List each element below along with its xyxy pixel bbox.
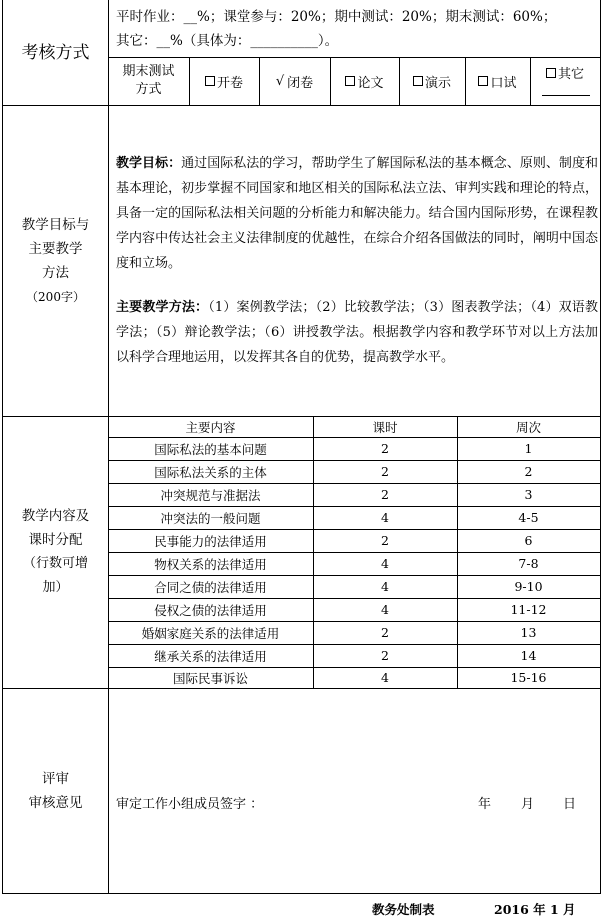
row-3-week	[457, 483, 601, 507]
cell-text: 2	[381, 648, 389, 663]
header-topic-text: 主要内容	[185, 419, 236, 435]
row-10-topic	[108, 644, 314, 668]
row-8-week	[457, 598, 601, 622]
sign-label: 审定工作小组成员签字 ：	[116, 797, 264, 812]
cell-text: 2	[381, 441, 389, 456]
row-5-topic	[108, 529, 314, 553]
cell-text: 婚姻家庭关系的法律适用	[141, 625, 280, 641]
cell-text: 2	[524, 464, 533, 479]
cell-text: 3	[524, 487, 533, 502]
sign-year: 年	[478, 797, 492, 812]
row-1-hours	[313, 437, 458, 461]
option-label: 开卷	[216, 75, 243, 91]
option-label: 其它	[557, 67, 584, 82]
row-2-week	[457, 460, 601, 484]
final-method-label-2: 方式	[135, 82, 162, 97]
row-2-topic	[108, 460, 314, 484]
row-9-topic	[108, 621, 314, 645]
cell-text: 继承关系的法律适用	[154, 648, 267, 664]
sign-day: 日	[563, 797, 577, 812]
row-7-topic	[108, 575, 314, 599]
option-label: 闭卷	[287, 75, 314, 91]
row-8-topic	[108, 598, 314, 622]
assessment-weights-cell	[108, 0, 601, 58]
footer-maker: 教务处制表	[372, 902, 435, 917]
review-label-1: 评审	[42, 770, 69, 787]
content-label-1: 教学内容及	[21, 508, 90, 524]
checkbox-icon	[546, 68, 556, 78]
assessment-label-cell	[2, 0, 109, 106]
row-5-hours	[313, 529, 458, 553]
assessment-line-2: 其它：__%（具体为：__________）。	[116, 33, 339, 49]
header-hours-text: 课时	[372, 419, 398, 435]
cell-text: 4	[381, 579, 389, 594]
cell-text: 4	[381, 556, 389, 571]
review-content-cell	[108, 688, 601, 894]
row-11-hours	[313, 667, 458, 689]
row-6-week	[457, 552, 601, 576]
option-closed-book[interactable]	[259, 57, 331, 106]
option-oral[interactable]	[465, 57, 531, 106]
cell-text: 9-10	[514, 579, 543, 594]
option-label: 演示	[424, 75, 451, 91]
final-method-label-cell	[108, 57, 190, 106]
cell-text: 国际私法关系的主体	[154, 464, 267, 480]
final-method-label-1: 期末测试	[122, 64, 175, 79]
row-4-week	[457, 506, 601, 530]
cell-text: 国际民事诉讼	[172, 670, 248, 686]
method-title: 主要教学方法：	[116, 300, 209, 315]
row-7-week	[457, 575, 601, 599]
content-label-4: 加）	[42, 580, 69, 595]
row-8-hours	[313, 598, 458, 622]
cell-text: 冲突法的一般问题	[160, 510, 261, 526]
cell-text: 11-12	[510, 602, 547, 617]
option-open-book[interactable]	[189, 57, 260, 106]
review-label-cell	[2, 688, 109, 894]
goals-label-2: 主要教学	[28, 240, 83, 257]
checkbox-icon	[205, 76, 215, 86]
row-4-topic	[108, 506, 314, 530]
cell-text: 4	[381, 602, 389, 617]
row-3-topic	[108, 483, 314, 507]
goal-text: 通过国际私法的学习，帮助学生了解国际私法的基本概念、原则、制度和基本理论，初步掌握不同国家和地区相关的国际私法立法、审判实践和理论的特点，具备一定的国际私法相关问题的分析能力和解决能力。结合国内国际形势，在课程教学内容中传达社会主义法律制度的优越性，在综合介绍各国做法的同时，阐明中国态度和立场。	[116, 156, 598, 271]
row-10-hours	[313, 644, 458, 668]
cell-text: 民事能力的法律适用	[154, 533, 267, 549]
header-week-text: 周次	[515, 419, 541, 435]
row-11-week	[457, 667, 601, 689]
goal-title: 教学目标：	[116, 156, 182, 171]
row-9-hours	[313, 621, 458, 645]
review-label-2: 审核意见	[28, 794, 83, 811]
option-label: 口试	[490, 75, 517, 91]
cell-text: 2	[381, 533, 389, 548]
goals-paragraph	[116, 151, 598, 276]
row-11-topic	[108, 667, 314, 689]
cell-text: 4-5	[518, 510, 539, 525]
assessment-label: 考核方式	[21, 42, 90, 63]
cell-text: 侵权之债的法律适用	[154, 602, 267, 618]
cell-text: 国际私法的基本问题	[154, 441, 267, 457]
cell-text: 13	[520, 625, 537, 640]
header-topic	[108, 416, 314, 438]
assessment-line-1: 平时作业：__%；课堂参与：20%；期中测试：20%；期末测试：60%；	[116, 9, 557, 25]
row-2-hours	[313, 460, 458, 484]
row-4-hours	[313, 506, 458, 530]
cell-text: 2	[381, 625, 389, 640]
row-10-week	[457, 644, 601, 668]
checkbox-icon	[478, 76, 488, 86]
row-1-week	[457, 437, 601, 461]
cell-text: 4	[381, 510, 389, 525]
option-label: 论文	[357, 75, 384, 91]
content-label-cell	[2, 416, 109, 689]
goals-label-1: 教学目标与	[21, 216, 90, 233]
row-6-hours	[313, 552, 458, 576]
row-1-topic	[108, 437, 314, 461]
header-hours	[313, 416, 458, 438]
cell-text: 7-8	[518, 556, 539, 571]
option-demo[interactable]	[399, 57, 466, 106]
other-blank-line	[542, 95, 590, 96]
cell-text: 15-16	[510, 670, 547, 685]
checkbox-icon	[345, 76, 355, 86]
row-6-topic	[108, 552, 314, 576]
goals-label-cell	[2, 105, 109, 417]
checkbox-icon	[413, 76, 423, 86]
goals-label-4: （200字）	[26, 289, 85, 304]
cell-text: 1	[524, 441, 533, 456]
row-9-week	[457, 621, 601, 645]
sign-month: 月	[521, 797, 535, 812]
option-other[interactable]	[530, 57, 601, 106]
header-week	[457, 416, 601, 438]
cell-text: 6	[524, 533, 533, 548]
cell-text: 14	[520, 648, 537, 663]
content-label-3: （行数可增	[22, 556, 88, 571]
row-5-week	[457, 529, 601, 553]
cell-text: 2	[381, 487, 389, 502]
row-3-hours	[313, 483, 458, 507]
cell-text: 4	[381, 670, 389, 685]
methods-paragraph	[116, 295, 598, 370]
row-7-hours	[313, 575, 458, 599]
content-label-2: 课时分配	[28, 532, 83, 548]
goals-label-3: 方法	[42, 264, 69, 281]
option-paper[interactable]	[330, 57, 400, 106]
cell-text: 物权关系的法律适用	[154, 556, 267, 572]
goals-content-cell	[108, 105, 601, 417]
checkmark-icon: √	[275, 73, 285, 89]
cell-text: 2	[381, 464, 389, 479]
footer-date: 2016 年 1 月	[494, 902, 576, 917]
cell-text: 合同之债的法律适用	[154, 579, 267, 595]
cell-text: 冲突规范与准据法	[160, 487, 261, 503]
method-text: （1）案例教学法；（2）比较教学法；（3）图表教学法；（4）双语教学法；（5）辩论教学法；（6）讲授教学法。根据教学内容和教学环节对以上方法加以科学合理地运用，以发挥其各自的优势，提高教学水平。	[116, 300, 598, 365]
